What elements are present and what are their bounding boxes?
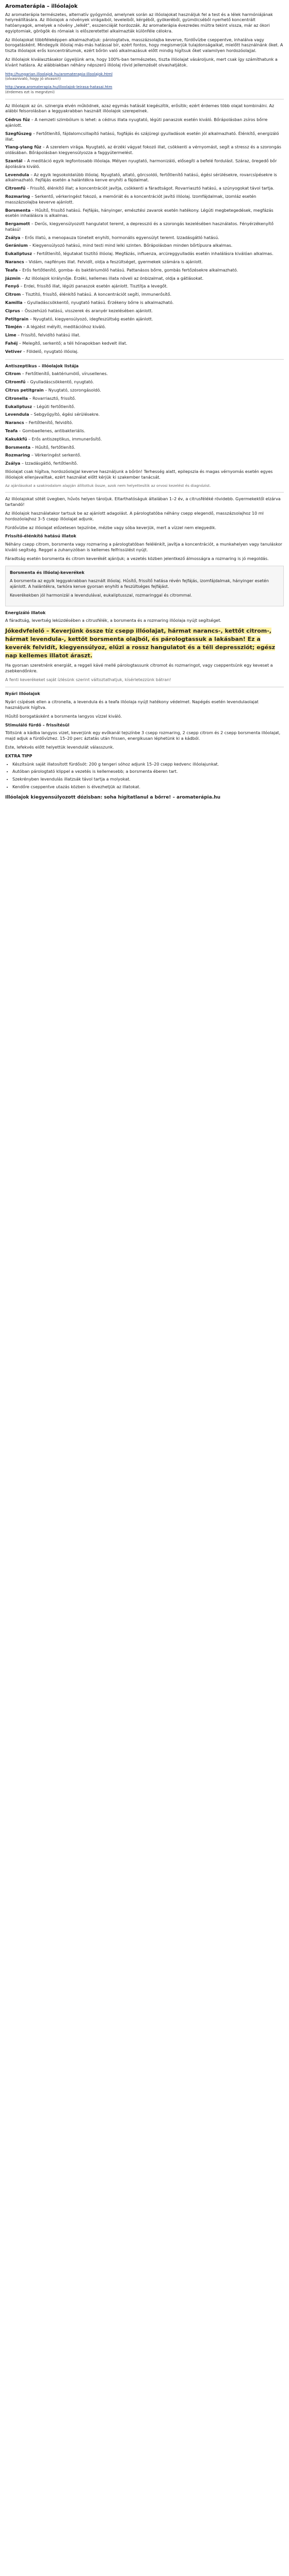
article-link-1[interactable]: http://hungarian.illoolajok.hu/aromaterapia-illoolajok.html — [5, 71, 113, 76]
oil-name: Narancs — [5, 420, 24, 426]
oil-description: – Frissítő, élénkítő illat; a koncentrációt javítja, csökkenti a fáradtságot. Rovarriasztó hatású, a szúnyogokat távol tartja. — [26, 186, 275, 191]
list-item — [5, 388, 284, 394]
intro-paragraph-3: Az illóolajok kiválasztásakor ügyeljünk arra, hogy 100%-ban természetes, tiszta illóolajat vásároljunk, mert csak így számíthatunk a kívánt hatásra. Az alábbiakban néhány népszerű illóolaj rövid jellemzését olvashatjátok. — [5, 57, 278, 67]
list-item — [5, 461, 284, 467]
list-item — [5, 173, 284, 184]
oil-description: – Derűs, kiegyensúlyozott hangulatot teremt, a depresszió és a szorongás kezelésében használatos. Fényérzékenyítő hatású! — [5, 222, 274, 232]
list-item — [5, 371, 284, 377]
oil-name: Tömjén — [5, 325, 22, 330]
oil-name: Levendula — [5, 172, 29, 177]
article — [0, 0, 289, 801]
list-item — [5, 131, 284, 143]
oil-description: – Légúti fertőtlenítő. — [33, 404, 75, 409]
bath-text: Töltsünk a kádba langyos vizet, keverjünk egy evőkanál tejszínbe 3 csepp rozmaring, 2 csepp citrom és 2 csepp borsmenta illóolajat, majd adjuk a fürdővízhez. 15–20 perc áztatás után frissen, energikusan léphetünk ki a kádból. — [5, 731, 281, 741]
list-item — [5, 117, 284, 129]
link-note-1: (olvasnivaló, hogy jó olvasni!) — [5, 76, 61, 81]
list-item — [5, 159, 284, 170]
list-item — [5, 317, 284, 323]
energizing-heading: Energizáló illatok — [5, 610, 46, 615]
oil-name: Ciprus — [5, 308, 20, 313]
experiment-note: A fenti keverékeket saját ízlésünk szerint változtathatjuk, kísérletezzünk bátran! — [5, 677, 171, 682]
oil-name: Citronella — [5, 396, 28, 401]
list-item — [5, 420, 284, 426]
oil-description: – Az egyik legsokoldalúbb illóolaj. Nyugtató, altató, görcsoldó, fertőtlenítő hatású, égési sérülésekre, rovarcsípésekre is alkalmazható. Fejfájás esetén a halántékra kenve enyhíti a fájdalmat. — [5, 172, 277, 183]
oil-name: Borsmenta — [5, 208, 30, 213]
oil-name: Petitgrain — [5, 316, 29, 321]
oil-description: – Hűsítő, fertőtlenítő. — [31, 445, 75, 450]
oil-description: – Sebgyógyító, égési sérülésekre. — [30, 412, 100, 417]
divider — [5, 492, 284, 493]
fresh-text-2: Fáradtság esetén borsmenta és citrom keverékét ajánljuk; a vezetés közben jelentkező álmosságra a rozmaring is jó megoldás. — [5, 556, 269, 561]
oil-name: Vetiver — [5, 349, 22, 354]
intro-paragraph-1: Az aromaterápia természetes, alternatív gyógymód, amelynek során az illóolajokat használjuk fel a test és a lélek harmóniájának helyreállítására. Az illóolajok a növények virágaiból, leveleiből, kérgéből, gyökeréből, gyümölcséből nyerhető koncentrált hatóanyagok, amelyek a növény „lelkét”, esszenciáját hordozzák. Az aromaterápia évezredes múltra tekint vissza, már az ókori egyiptomiak, görögök és rómaiak is előszeretettel alkalmazták különféle célokra. — [5, 12, 273, 33]
list-item — [5, 194, 284, 206]
bath-paragraph: Fürdővízbe az illóolajat előzetesen tejszínbe, mézbe vagy sóba keverjük, mert a vízzel nem elegyedik. — [5, 525, 217, 530]
oil-description: – A meditáció egyik legfontosabb illóolaja. Mélyen nyugtató, harmonizáló, elősegíti a befelé fordulást. Száraz, öregedő bőr ápolására kiváló. — [5, 158, 277, 169]
energy-tip: Ha gyorsan szeretnénk energiát, a reggeli kávé mellé párologtassunk citromot és rozmaringot, vagy cseppentsünk egy keveset a zsebkendőnkre. — [5, 663, 273, 673]
oil-description: – Fertőtlenítő, légutakat tisztító illóolaj. Megfázás, influenza, arcüreggyulladás esetén inhalálásra kiválóan alkalmas. — [33, 251, 274, 257]
list-item — [5, 429, 284, 434]
oil-name: Teafa — [5, 267, 18, 273]
summer-text: Nyári csípések ellen a citronella, a levendula és a teafa illóolaja nyújt hatékony védelmet. Napégés esetén levendulaolajat használjunk hígítva. — [5, 700, 259, 710]
list-item — [5, 396, 284, 402]
oil-description: – A nemzeti szimbólum is lehet: a cédrus illata nyugtató, légúti panaszok esetén kiváló. Bőrápolásban zsíros bőrre ajánlott. — [5, 117, 268, 128]
oil-name: Bergamott — [5, 222, 30, 227]
oil-name: Geránium — [5, 243, 28, 248]
oil-description: – Erős antiszeptikus, immunerősítő. — [28, 436, 102, 442]
list-item — [5, 276, 284, 282]
oil-description: – Az illóolajok királynője. Érzéki, kellemes illata növeli az önbizalmat, oldja a gátlásokat. — [22, 276, 204, 281]
list-item — [5, 222, 284, 233]
list-item — [5, 186, 284, 192]
oil-name: Levendula — [5, 412, 29, 417]
oil-description: – A szerelem virága. Nyugtató, az érzéki vágyat fokozó illat, csökkenti a vérnyomást, segít a stressz és a szorongás oldásában. Bőrápolásban kiegyensúlyozza a faggyútermelést. — [5, 145, 281, 156]
oil-description: – A légzést mélyíti, meditációhoz kiváló. — [23, 325, 106, 330]
list-item — [5, 453, 284, 459]
oil-name: Kamilla — [5, 300, 23, 306]
oil-name: Zsálya — [5, 235, 21, 240]
oil-description: – Erős illatú, a menopauza tüneteit enyhíti, hormonális egyensúlyt teremt. Izzadásgátló hatású. — [21, 235, 219, 240]
fresh-text: Néhány csepp citrom, borsmenta vagy rozmaring a párologtatóban felélénkít, javítja a koncentrációt, a munkahelyen vagy tanuláskor kiváló segítség. Reggel a zuhanyzóban is kellemes felfrissülést nyújt. — [5, 542, 282, 552]
list-item — [5, 404, 284, 410]
mood-recipe: Jókedvfelelő – Keverjünk össze tíz csepp illóolajat, hármat narancs-, kettőt citrom-, hármat levendula-, kettőt borsmenta olajból, és párologtassuk a lakásban! Ez a keverék felvidít, kiegyensúlyoz, elűzi a rossz hangulatot és a téli depressziót; egész nap kellemes illatot áraszt. — [5, 628, 276, 659]
list-item — [5, 437, 284, 443]
oil-description: – Gyulladáscsökkentő, nyugtató. — [26, 380, 94, 385]
link-block-2 — [5, 84, 284, 94]
box-heading: Borsmenta és illóolaj-keverékek — [10, 570, 85, 575]
oil-list — [5, 117, 284, 355]
divider — [5, 359, 284, 360]
page-title: Aromaterápia – illóolajok — [5, 4, 78, 9]
list-item — [5, 325, 284, 330]
list-item — [5, 309, 284, 314]
oil-name: Ylang-ylang fűz — [5, 145, 42, 150]
bath-text-2: Este, lefekvés előtt helyettük levendulát válasszunk. — [5, 744, 114, 750]
oil-description: – Fertőtlenítő, felvidító. — [25, 420, 73, 426]
oil-description: – Melegítő, serkentő; a téli hónapokban kedvelt illat. — [19, 341, 127, 346]
oil-description: – Erős fertőtlenítő, gomba- és baktériumölő hatású. Pattanásos bőrre, gombás fertőzésekre alkalmazható. — [19, 267, 238, 273]
warning-note: Illóolajat csak hígítva, hordozóolajjal keverve használjunk a bőrön! Terhesség alatt, epilepszia és magas vérnyomás esetén egyes illóolajok ellenjavalltak, ezért használat előtt kérjük ki szakember tanácsát. — [5, 469, 273, 480]
oil-description: – Nyugtató, szorongásoldó. — [45, 388, 101, 393]
link-note-2: (érdemes ezt is megnézni) — [5, 89, 55, 94]
oil-description: – Fertőtlenítő, fájdalomcsillapító hatású, fogfájás és szájüregi gyulladások esetén jól alkalmazható. Élénkítő, energizáló illat. — [5, 131, 279, 142]
oil-description: – Kiegyensúlyozó hatású, mind testi mind lelki szinten. Bőrápolásban minden bőrtípusra alkalmas. — [29, 243, 233, 248]
oil-name: Borsmenta — [5, 445, 30, 450]
oil-description: – Nyugtató, kiegyensúlyozó, idegfeszültség esetén ajánlott. — [29, 316, 153, 321]
list-item — [5, 268, 284, 274]
box-text: A borsmenta az egyik leggyakrabban használt illóolaj. Hűsítő, frissítő hatása révén fejfájás, izomfájdalmak, hányinger esetén ajánlott. A halántékra, tarkóra kenve gyorsan enyhíti a feszültséges fejfájást. — [10, 579, 269, 589]
peppermint-box — [5, 566, 284, 606]
oil-name: Rozmaring — [5, 194, 30, 199]
oil-description: – Összehúzó hatású, visszerek és aranyér kezelésében ajánlott. — [21, 308, 153, 313]
list-item — [5, 243, 284, 249]
list-item — [5, 333, 284, 338]
disclaimer-note: Az ajánlásokat a szakirodalom alapján állítottuk össze, azok nem helyettesítik az orvosi kezelést és diagnózist. — [5, 483, 211, 488]
oil-name: Teafa — [5, 429, 18, 434]
extra-tip-list — [12, 762, 284, 790]
list-item — [5, 341, 284, 347]
storage-paragraph: Az illóolajokat sötét üvegben, hűvös helyen tároljuk. Eltarthatóságuk általában 1–2 év, a citrusféléké rövidebb. Gyermekektől elzárva tartandó! — [5, 497, 281, 507]
list-item — [5, 235, 284, 241]
dosage-paragraph: Az illóolajok használatakor tartsuk be az ajánlott adagolást. A párologtatóba néhány csepp elegendő, masszázsolajhoz 10 ml hordozóolajhoz 3–5 csepp illóolajat adjunk. — [5, 511, 264, 521]
list-item — [5, 349, 284, 355]
oil-name: Zsálya — [5, 461, 21, 466]
list-item — [5, 380, 284, 385]
link-block-1 — [5, 72, 284, 81]
extra-tip-item: • Autóban párologtató klippel a vezetés is kellemesebb; a borsmenta éberen tart. — [12, 769, 284, 775]
article-link-2[interactable]: http://www.aromaterapia.hu/illoolajok-leirasa-hatasai.htm — [5, 84, 113, 90]
extra-tip-heading: EXTRA TIPP — [5, 753, 33, 758]
section-intro: Az illóolajok az ún. szinergia elvén működnek, azaz egymás hatását kiegészítik, erősítik; ezért érdemes több olajat kombinálni. Az alábbi felsorolásban a leggyakrabban használt illóolajok szerepelnek. — [5, 103, 275, 114]
oil-name: Citrom — [5, 292, 21, 297]
oil-name: Jázmin — [5, 276, 21, 281]
extra-tip-item: • Kendőre cseppentve utazás közben is élvezhetjük az illatokat. — [12, 785, 284, 790]
oil-description: – Földelő, nyugtató illóolaj. — [23, 349, 78, 354]
extra-tip-item: • Készítsünk saját illatosított fürdősót: 200 g tengeri sóhoz adjunk 15–20 csepp kedvenc illóolajunkat. — [12, 762, 284, 768]
oil-description: – Erdei, frissítő illat, légúti panaszok esetén ajánlott. Tisztítja a levegőt. — [20, 284, 168, 289]
oil-name: Citromfű — [5, 380, 26, 385]
list-item — [5, 445, 284, 451]
oil-description: – Vidám, napfényes illat. Felvidít, oldja a feszültséget, gyermekek számára is ajánlott. — [25, 260, 203, 265]
fresh-heading: Frissítő-élénkítő hatású illatok — [5, 534, 76, 539]
oil-description: – Gombaellenes, antibakteriális. — [19, 429, 86, 434]
oil-description: – Serkentő, vérkeringést fokozó, a memóriát és a koncentrációt javító illóolaj. Izomfájdalmak, izomláz esetén masszázsolajba keverve ajánlott. — [5, 194, 256, 205]
oil-description: – Hűsítő, frissítő hatású. Fejfájás, hányinger, emésztési zavarok esetén hatékony. Légúti megbetegedések, megfázás esetén inhalálásra is alkalmas. — [5, 208, 274, 218]
list2-heading: Antiszeptikus – illóolajok listája — [5, 363, 79, 368]
oil-name: Citrus petitgrain — [5, 388, 44, 393]
oil-name: Rozmaring — [5, 453, 30, 458]
list-item — [5, 300, 284, 306]
oil-description: – Izzadásgátló, fertőtlenítő. — [21, 461, 78, 466]
oil-description: – Frissítő, felvidító hatású illat. — [18, 333, 81, 338]
footer-note: Illóolajok kiegyensúlyozott dózisban: soha hígítatlanul a bőrre! – aromaterápia.hu — [5, 794, 221, 800]
list-item — [5, 284, 284, 290]
oil-description: – Gyulladáscsökkentő, nyugtató hatású. Érzékeny bőrre is alkalmazható. — [24, 300, 174, 306]
oil-name: Fahéj — [5, 341, 18, 346]
oil-name: Cédrus fűz — [5, 117, 30, 123]
oil-name: Szantál — [5, 158, 23, 163]
oil-description: – Fertőtlenítő, baktériumölő, vírusellenes. — [22, 371, 108, 377]
extra-tip-item: • Szekrényben levendulás illatzsák távol tartja a molyokat. — [12, 777, 284, 783]
oil-name: Citrom — [5, 371, 21, 377]
oil-name: Kakukkfű — [5, 436, 27, 442]
box-text-2: Keverékekben jól harmonizál a levendulával, eukaliptusszal, rozmaringgal és citrommal. — [10, 592, 192, 598]
energizing-text: A fáradtság, levertség leküzdésében a citrusfélék, a borsmenta és a rozmaring illóolaja nyújt segítséget. — [5, 618, 221, 623]
oil-name: Citromfű — [5, 186, 26, 191]
intro-paragraph-2: Az illóolajokat többféleképpen alkalmazhatjuk: párologtatva, masszázsolajba keverve, fürdővízbe cseppentve, inhalálva vagy borogatásként. Mindegyik illóolaj más-más hatással bír, ezért fontos, hogy megismerjük tulajdonságaikat, mielőtt használnánk őket. A tiszta illóolajok erős koncentrátumok, ezért bőrön való alkalmazásuk előtt mindig hígítsuk őket valamilyen hordozóolajjal. — [5, 37, 283, 54]
bath-heading: Stimuláló fürdő – frissítésül — [5, 722, 70, 727]
list-item — [5, 412, 284, 418]
oil-name: Eukaliptusz — [5, 251, 33, 257]
oil-name: Lime — [5, 333, 17, 338]
summer-text-2: Hűsítő borogatásként a borsmenta langyos vízzel kiváló. — [5, 714, 122, 719]
list-item — [5, 251, 284, 257]
list-item — [5, 145, 284, 156]
antiseptic-list — [5, 371, 284, 467]
oil-description: – Vérkeringést serkentő. — [31, 453, 82, 458]
oil-name: Fenyő — [5, 284, 19, 289]
summer-heading: Nyári illóolajok — [5, 691, 40, 697]
oil-description: – Rovarriasztó, frissítő. — [29, 396, 76, 401]
list-item — [5, 260, 284, 265]
list-item — [5, 292, 284, 298]
oil-name: Szegfűszeg — [5, 131, 32, 136]
oil-name: Narancs — [5, 260, 24, 265]
oil-description: – Tisztító, frissítő, élénkítő hatású. A koncentrációt segíti, immunerősítő. — [22, 292, 172, 297]
list-item — [5, 208, 284, 219]
oil-name: Eukaliptusz — [5, 404, 33, 409]
